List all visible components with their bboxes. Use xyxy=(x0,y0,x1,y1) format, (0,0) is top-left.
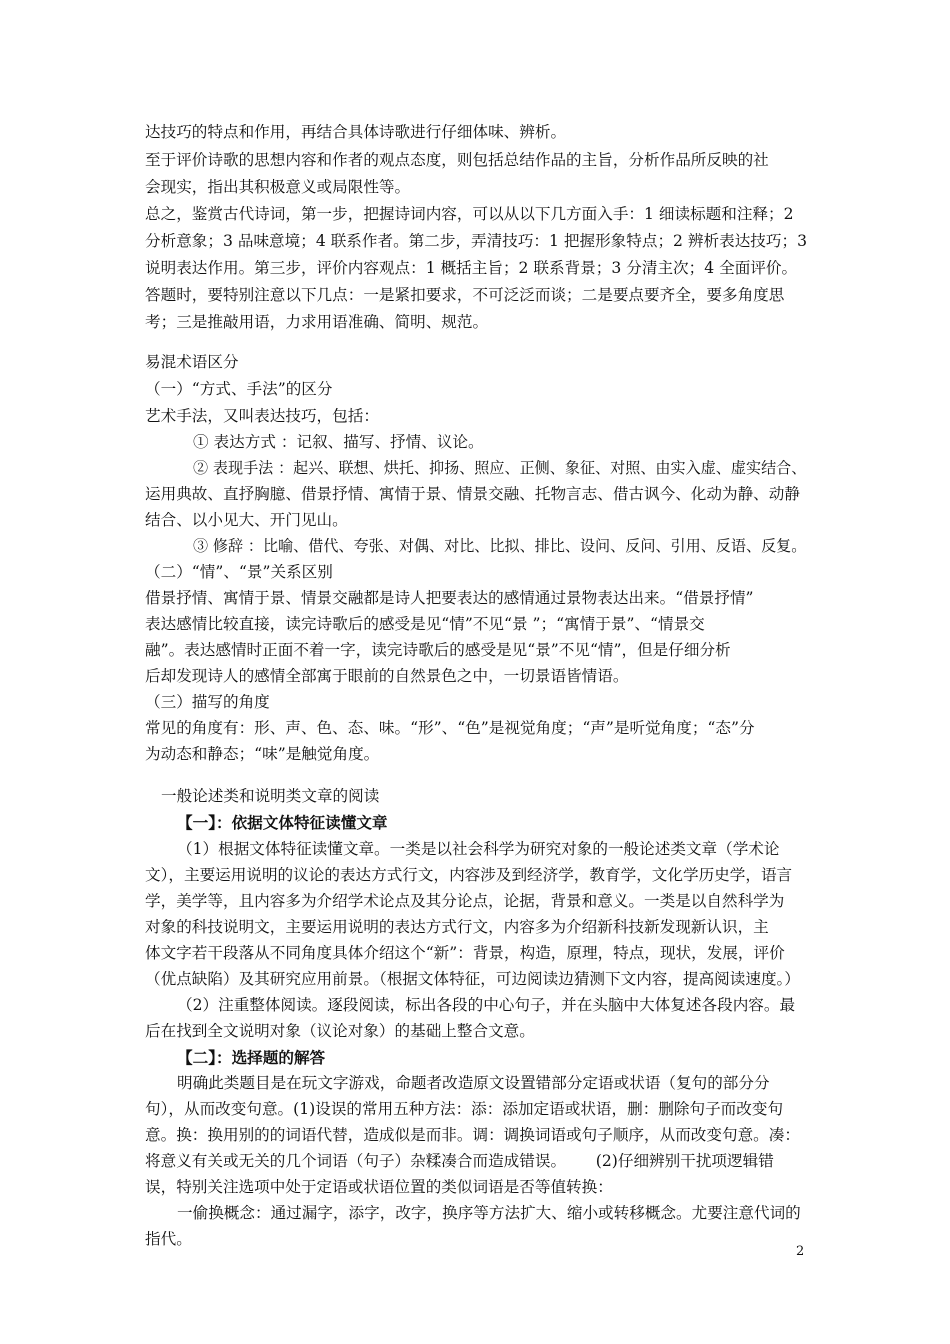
paragraph-line: 为动态和静态；“味”是触觉角度。 xyxy=(145,745,380,763)
list-item: ① 表达方式 ：记叙、描写、抒情、议论。 xyxy=(193,433,484,451)
paragraph-line: 误，特别关注选项中处于定语或状语位置的类似词语是否等值转换： xyxy=(145,1178,613,1196)
paragraph-line: 说明表达作用。第三步，评价内容观点：1 概括主旨；2 联系背景；3 分清主次；4 全面评价。 xyxy=(145,259,798,277)
paragraph-line: （优点缺陷）及其研究应用前景。（根据文体特征，可边阅读边猜测下文内容，提高阅读速度。） xyxy=(145,970,800,988)
paragraph-line: 指代。 xyxy=(145,1230,192,1248)
paragraph-line: 句），从而改变句意。(1)设误的常用五种方法：添：添加定语或状语，删：删除句子而改变句 xyxy=(145,1100,784,1118)
paragraph-line: 借景抒情、寓情于景、情景交融都是诗人把要表达的感情通过景物表达出来。“借景抒情” xyxy=(145,589,754,607)
paragraph-line: 后却发现诗人的感情全部寓于眼前的自然景色之中，一切景语皆情语。 xyxy=(145,667,629,685)
paragraph-line: 后在找到全文说明对象（议论对象）的基础上整合文意。 xyxy=(145,1022,535,1040)
paragraph-line: 一偷换概念：通过漏字，添字，改字，换序等方法扩大、缩小或转移概念。尤要注意代词的 xyxy=(177,1204,801,1222)
paragraph-line: 融”。表达感情时正面不着一字，读完诗歌后的感受是见“景”不见“情”，但是仔细分析 xyxy=(145,641,731,659)
paragraph-line: 表达感情比较直接，读完诗歌后的感受是见“情”不见“景 ”；“寓情于景”、“情景交 xyxy=(145,615,705,633)
paragraph-line: 至于评价诗歌的思想内容和作者的观点态度，则包括总结作品的主旨，分析作品所反映的社 xyxy=(145,151,769,169)
paragraph-line: 文），主要运用说明的议论的表达方式行文，内容涉及到经济学，教育学，文化学历史学，语言 xyxy=(145,866,793,884)
subsection-heading: 【一】：依据文体特征读懂文章 xyxy=(177,813,388,832)
paragraph-line: 将意义有关或无关的几个词语（句子）杂糅凑合而造成错误。 (2)仔细辨别干扰项逻辑错 xyxy=(145,1152,774,1170)
section-heading: 易混术语区分 xyxy=(145,353,239,371)
paragraph-line: 运用典故、直抒胸臆、借景抒情、寓情于景、情景交融、托物言志、借古讽今、化动为静、动静 xyxy=(145,485,800,503)
list-item: ② 表现手法 ：起兴、联想、烘托、抑扬、照应、正侧、象征、对照、由实入虚、虚实结合、 xyxy=(193,459,807,477)
paragraph-line: 会现实，指出其积极意义或局限性等。 xyxy=(145,178,411,196)
paragraph-line: （2）注重整体阅读。逐段阅读，标出各段的中心句子，并在头脑中大体复述各段内容。最 xyxy=(177,996,796,1014)
subsection-heading: （二）“情”、“景”关系区别 xyxy=(145,563,333,581)
paragraph-line: 答题时，要特别注意以下几点：一是紧扣要求，不可泛泛而谈；二是要点要齐全，要多角度思 xyxy=(145,286,785,304)
page-number: 2 xyxy=(796,1244,805,1259)
paragraph-line: 考；三是推敲用语，力求用语准确、简明、规范。 xyxy=(145,313,489,331)
paragraph-line: 明确此类题目是在玩文字游戏，命题者改造原文设置错部分定语或状语（复句的部分分 xyxy=(177,1074,770,1092)
paragraph-line: 艺术手法，又叫表达技巧，包括： xyxy=(145,407,379,425)
list-item: ③ 修辞 ：比喻、借代、夸张、对偶、对比、比拟、排比、设问、反问、引用、反语、反复。 xyxy=(193,537,807,555)
paragraph-line: 学，美学等，且内容多为介绍学术论点及其分论点，论据，背景和意义。一类是以自然科学为 xyxy=(145,892,785,910)
paragraph-line: 分析意象；3 品味意境；4 联系作者。第二步，弄清技巧：1 把握形象特点；2 辨析表达技巧；3 xyxy=(145,232,807,250)
paragraph-line: 意。换：换用别的的词语代替，造成似是而非。调：调换词语或句子顺序，从而改变句意。凑： xyxy=(145,1126,800,1144)
paragraph-line: 总之，鉴赏古代诗词，第一步，把握诗词内容，可以从以下几方面入手：1 细读标题和注释；2 xyxy=(145,205,794,223)
paragraph-line: （1）根据文体特征读懂文章。一类是以社会科学为研究对象的一般论述类文章（学术论 xyxy=(177,840,780,858)
paragraph-line: 对象的科技说明文，主要运用说明的表达方式行文，内容多为介绍新科技新发现新认识，主 xyxy=(145,918,769,936)
subsection-heading: （三）描写的角度 xyxy=(145,693,270,711)
paragraph-line: 体文字若干段落从不同角度具体介绍这个“新”：背景，构造，原理，特点，现状，发展，评价 xyxy=(145,944,785,962)
paragraph-line: 结合、以小见大、开门见山。 xyxy=(145,511,348,529)
subsection-heading: 【二】：选择题的解答 xyxy=(177,1048,326,1067)
paragraph-line: 常见的角度有：形、声、色、态、味。“形”、“色”是视觉角度；“声”是听觉角度；“态”分 xyxy=(145,719,755,737)
section-heading: 一般论述类和说明类文章的阅读 xyxy=(161,787,380,805)
subsection-heading: （一）“方式、手法”的区分 xyxy=(145,380,333,398)
paragraph-line: 达技巧的特点和作用，再结合具体诗歌进行仔细体味、辨析。 xyxy=(145,123,567,141)
